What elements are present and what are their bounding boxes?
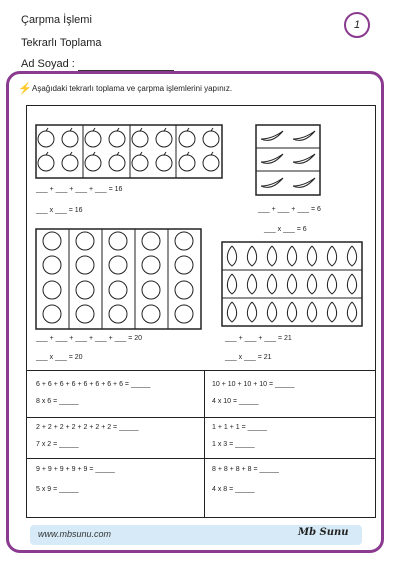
orange-icon (43, 305, 61, 323)
apples-multiplication: ___ x ___ = 16 (36, 207, 83, 214)
apple-icon (38, 131, 54, 147)
orange-icon (43, 281, 61, 299)
apple-icon (132, 131, 148, 147)
table-cell-text: 4 x 8 = _____ (212, 486, 255, 493)
pear-icon (347, 274, 356, 294)
orange-icon (76, 232, 94, 250)
pear-icon (227, 274, 236, 294)
orange-icon (175, 256, 193, 274)
lightning-icon: ⚡ (18, 83, 32, 95)
pear-icon (287, 246, 296, 266)
apple-icon (85, 155, 101, 171)
pear-icon (287, 274, 296, 294)
worksheet-subtitle: Tekrarlı Toplama (21, 37, 102, 49)
bananas-addition: ___ + ___ + ___ = 6 (258, 206, 321, 213)
pears-multiplication: ___ x ___ = 21 (225, 354, 272, 361)
pear-icon (327, 246, 336, 266)
pear-icon (267, 274, 276, 294)
table-divider (26, 417, 376, 418)
apple-icon (109, 155, 125, 171)
pear-group (222, 242, 362, 326)
pear-icon (267, 302, 276, 322)
pear-icon (307, 302, 316, 322)
brand-logo: Mb Sunu (298, 527, 349, 538)
orange-icon (142, 232, 160, 250)
apple-icon (38, 155, 54, 171)
orange-icon (142, 256, 160, 274)
instruction-text: Aşağıdaki tekrarlı toplama ve çarpma işlemlerini yapınız. (32, 84, 233, 93)
pear-icon (347, 302, 356, 322)
orange-icon (109, 232, 127, 250)
apple-icon (85, 131, 101, 147)
pear-icon (327, 302, 336, 322)
pear-icon (247, 274, 256, 294)
pear-icon (287, 302, 296, 322)
orange-group (36, 229, 201, 329)
banana-icon (293, 178, 315, 187)
table-cell-text: 10 + 10 + 10 + 10 = _____ (212, 381, 295, 388)
orange-icon (175, 281, 193, 299)
apple-icon (179, 155, 195, 171)
orange-icon (43, 256, 61, 274)
oranges-multiplication: ___ x ___ = 20 (36, 354, 83, 361)
orange-icon (109, 281, 127, 299)
orange-icon (109, 305, 127, 323)
bananas-multiplication: ___ x ___ = 6 (264, 226, 307, 233)
oranges-addition: ___ + ___ + ___ + ___ + ___ = 20 (36, 335, 143, 342)
page-number: 1 (344, 12, 370, 38)
website-link[interactable]: www.mbsunu.com (38, 529, 112, 539)
apple-icon (156, 155, 172, 171)
table-cell-text: 9 + 9 + 9 + 9 + 9 = _____ (36, 466, 115, 473)
worksheet-title: Çarpma İşlemi (21, 14, 92, 26)
table-divider (204, 370, 205, 518)
apple-group (36, 125, 222, 178)
orange-icon (76, 256, 94, 274)
orange-icon (175, 305, 193, 323)
table-cell-text: 8 x 6 = _____ (36, 398, 79, 405)
pear-icon (227, 302, 236, 322)
apples-addition: ___ + ___ + ___ + ___ = 16 (36, 186, 123, 193)
pear-icon (307, 274, 316, 294)
table-divider (26, 370, 376, 371)
apple-icon (109, 131, 125, 147)
name-label: Ad Soyad : (21, 58, 75, 70)
banana-icon (261, 154, 283, 163)
orange-icon (175, 232, 193, 250)
banana-icon (261, 131, 283, 140)
table-divider (26, 458, 376, 459)
pear-icon (267, 246, 276, 266)
table-cell-text: 8 + 8 + 8 + 8 = _____ (212, 466, 279, 473)
table-cell-text: 1 x 3 = _____ (212, 441, 255, 448)
pear-icon (247, 302, 256, 322)
apple-icon (203, 155, 219, 171)
pear-icon (307, 246, 316, 266)
orange-icon (76, 281, 94, 299)
table-cell-text: 1 + 1 + 1 = _____ (212, 424, 268, 431)
apple-icon (156, 131, 172, 147)
orange-icon (109, 256, 127, 274)
apple-icon (62, 155, 78, 171)
banana-icon (293, 154, 315, 163)
apple-icon (132, 155, 148, 171)
pear-icon (327, 274, 336, 294)
table-cell-text: 4 x 10 = _____ (212, 398, 259, 405)
banana-group (256, 125, 320, 195)
table-cell-text: 5 x 9 = _____ (36, 486, 79, 493)
apple-icon (179, 131, 195, 147)
pear-icon (247, 246, 256, 266)
pear-icon (227, 246, 236, 266)
apple-icon (62, 131, 78, 147)
apple-icon (203, 131, 219, 147)
banana-icon (293, 131, 315, 140)
pear-icon (347, 246, 356, 266)
banana-icon (261, 178, 283, 187)
pears-addition: ___ + ___ + ___ = 21 (225, 335, 292, 342)
table-cell-text: 7 x 2 = _____ (36, 441, 79, 448)
orange-icon (76, 305, 94, 323)
orange-icon (43, 232, 61, 250)
orange-icon (142, 305, 160, 323)
table-cell-text: 2 + 2 + 2 + 2 + 2 + 2 + 2 = _____ (36, 424, 139, 431)
table-cell-text: 6 + 6 + 6 + 6 + 6 + 6 + 6 + 6 = _____ (36, 381, 151, 388)
orange-icon (142, 281, 160, 299)
